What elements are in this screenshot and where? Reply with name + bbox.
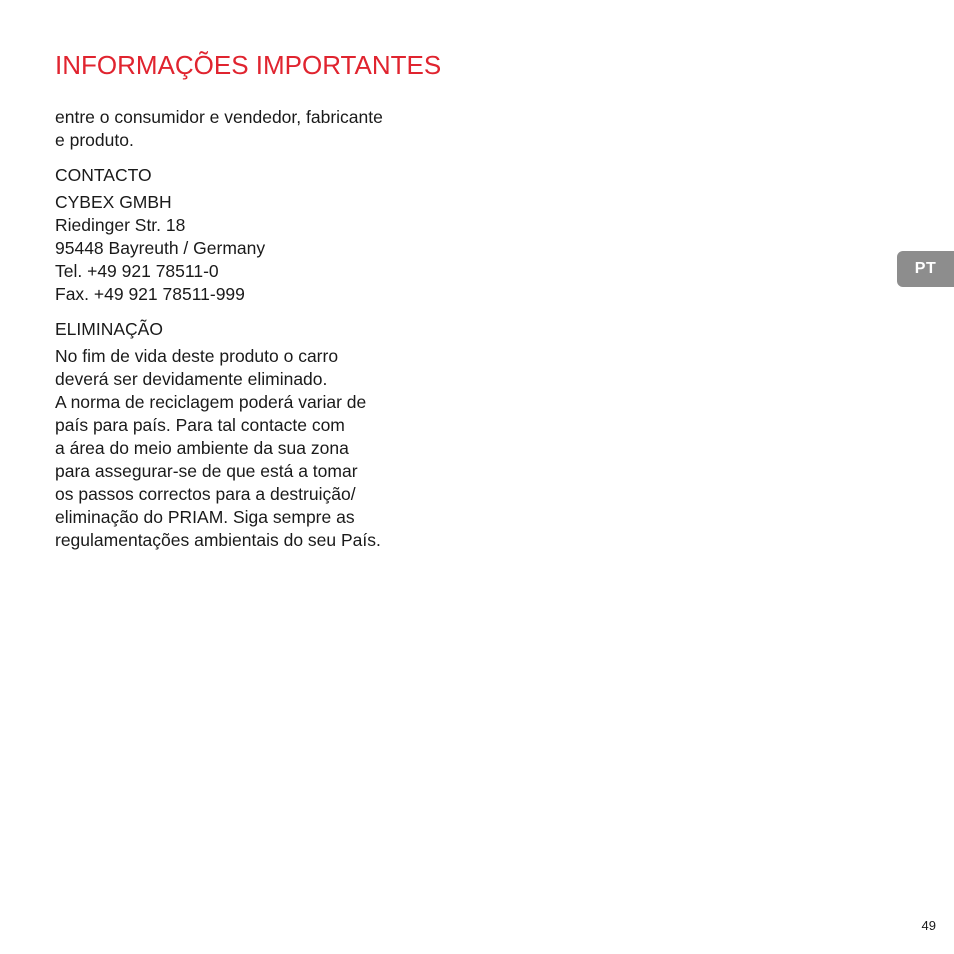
- intro-line: entre o consumidor e vendedor, fabricante: [55, 107, 383, 127]
- contact-street: Riedinger Str. 18: [55, 215, 186, 235]
- main-content: [55, 106, 455, 552]
- page-title: INFORMAÇÕES IMPORTANTES: [55, 50, 442, 80]
- disposal-line: os passos correctos para a destruição/: [55, 484, 356, 504]
- disposal-line: No fim de vida deste produto o carro: [55, 346, 339, 366]
- disposal-line: eliminação do PRIAM. Siga sempre as: [55, 507, 355, 527]
- contact-address: [55, 214, 455, 306]
- disposal-heading: ELIMINAÇÃO: [55, 319, 163, 339]
- intro-paragraph: [55, 106, 455, 152]
- contact-section: [55, 164, 455, 306]
- disposal-line: A norma de reciclagem poderá variar de: [55, 392, 367, 412]
- disposal-line: país para país. Para tal contacte com: [55, 415, 345, 435]
- contact-city: 95448 Bayreuth / Germany: [55, 238, 266, 258]
- language-tab-pt: PT: [897, 251, 954, 287]
- disposal-line: regulamentações ambientais do seu País.: [55, 530, 381, 550]
- contact-heading: CONTACTO: [55, 165, 152, 185]
- disposal-line: deverá ser devidamente eliminado.: [55, 369, 328, 389]
- intro-line: e produto.: [55, 130, 134, 150]
- contact-fax: Fax. +49 921 78511-999: [55, 284, 245, 304]
- contact-tel: Tel. +49 921 78511-0: [55, 261, 219, 281]
- disposal-paragraph: [55, 345, 455, 552]
- contact-company: CYBEX GMBH: [55, 192, 172, 212]
- disposal-line: a área do meio ambiente da sua zona: [55, 438, 349, 458]
- disposal-section: [55, 318, 455, 552]
- disposal-line: para assegurar-se de que está a tomar: [55, 461, 358, 481]
- page-number: 49: [921, 918, 936, 933]
